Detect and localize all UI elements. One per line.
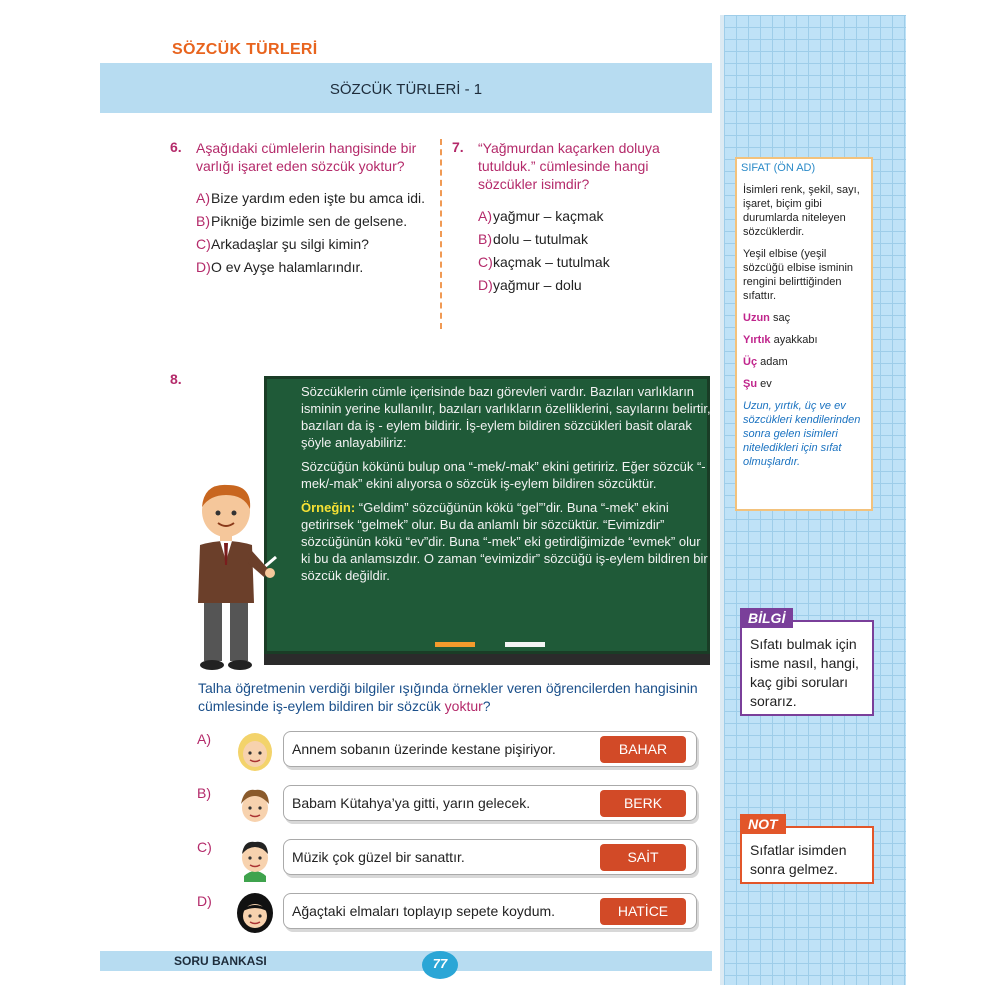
answer-sentence: Annem sobanın üzerinde kestane pişiriyor. — [292, 741, 556, 757]
girl-avatar-icon — [234, 889, 276, 935]
bilgi-label: BİLGİ — [740, 608, 793, 628]
option-letter: D) — [478, 277, 493, 293]
not-label: NOT — [740, 814, 786, 834]
title-banner — [100, 63, 712, 113]
question-8-stem-end: ? — [482, 698, 491, 714]
question-6-number: 6. — [170, 139, 182, 155]
chalk-icon — [505, 642, 545, 647]
example-noun: ayakkabı — [770, 334, 818, 346]
example-adjective: Yırtık — [743, 334, 771, 346]
answer-letter-a: A) — [197, 731, 211, 747]
question-7-options — [478, 207, 698, 294]
question-7 — [478, 139, 698, 299]
student-name-tag: HATİCE — [600, 898, 686, 925]
option-letter: A) — [478, 208, 492, 224]
not-text: Sıfatlar isimden sonra gelmez. — [750, 842, 847, 877]
sifat-example-item — [743, 311, 869, 325]
banner-title: SÖZCÜK TÜRLERİ - 1 — [329, 81, 483, 98]
option-text: yağmur – dolu — [493, 277, 582, 293]
question-8-number: 8. — [170, 371, 182, 387]
question-8-stem-main: Talha öğretmenin verdiği bilgiler ışığında örnekler veren öğrencilerden hangisinin cümlesinde iş-eylem bildiren bir sözcük — [198, 680, 698, 714]
question-6-option-a[interactable] — [196, 189, 428, 207]
not-box — [740, 816, 874, 884]
example-noun: saç — [769, 312, 791, 324]
question-6-option-b[interactable] — [196, 212, 428, 230]
example-adjective: Şu — [743, 378, 758, 390]
sifat-info-box — [735, 157, 873, 511]
option-text: Bize yardım eden işte bu amca idi. — [211, 190, 425, 206]
board-paragraph-1: Sözcüklerin cümle içerisinde bazı görevleri vardır. Bazıları varlıkların isminin yerine kullanılır, bazıları varlıkların özelliklerini, sayılarını belirtir, bazıları da iş - eylem bildirir. İş-eylem bildiren sözcükleri basit olarak şöyle anlayabiliriz: — [301, 384, 711, 450]
question-7-option-d[interactable] — [478, 276, 698, 294]
answer-option-c[interactable] — [283, 839, 697, 875]
chalk-icon — [435, 642, 475, 647]
question-7-option-a[interactable] — [478, 207, 698, 225]
option-letter: C) — [196, 236, 211, 252]
answer-sentence: Müzik çok güzel bir sanattır. — [292, 849, 465, 865]
example-text: “Geldim” sözcüğünün kökü “gel”’dir. Buna “-mek” ekini getirirsek “gelmek” olur. Bu da anlamlı bir sözcüktür. “Evimizdir” sözcüğünün kökü “ev”dir. Buna “-mek” eki getirdiğimizde “evmek” olur ki bu da anlamsızdır. O zaman “evimizdir” sözcüğü iş-eylem bildiren bir sözcük değildir. — [301, 500, 708, 583]
bilgi-text: Sıfatı bulmak için isme nasıl, hangi, kaç gibi soruları sorarız. — [750, 636, 859, 709]
example-noun: adam — [757, 356, 788, 368]
teacher-illustration-icon — [190, 481, 280, 671]
option-text: kaçmak – tutulmak — [493, 254, 610, 270]
answer-sentence: Ağaçtaki elmaları toplayıp sepete koydum. — [292, 903, 556, 919]
answer-option-a[interactable] — [283, 731, 697, 767]
sifat-example-item — [743, 333, 869, 347]
question-7-number: 7. — [452, 139, 464, 155]
option-text: dolu – tutulmak — [493, 231, 588, 247]
option-letter: B) — [478, 231, 492, 247]
question-7-stem: “Yağmurdan kaçarken doluya tutulduk.” cümlesinde hangi sözcükler isimdir? — [478, 140, 660, 192]
page-number: 77 — [422, 951, 458, 979]
chalkboard — [264, 376, 710, 654]
question-6-option-c[interactable] — [196, 235, 428, 253]
girl-avatar-icon — [234, 728, 276, 774]
question-8-stem-keyword: yoktur — [444, 698, 483, 714]
option-letter: C) — [478, 254, 493, 270]
option-text: O ev Ayşe halamlarındır. — [211, 259, 364, 275]
footer-bar — [100, 951, 712, 971]
sifat-note: Uzun, yırtık, üç ve ev sözcükleri kendilerinden sonra gelen isimleri niteledikleri için sıfat olmuşlardır. — [743, 400, 861, 468]
sifat-title: SIFAT (ÖN AD) — [741, 162, 816, 174]
option-letter: D) — [196, 259, 211, 275]
board-paragraph-3 — [301, 499, 711, 584]
bilgi-box — [740, 610, 874, 716]
example-label: Örneğin: — [301, 500, 356, 515]
answer-letter-c: C) — [197, 839, 212, 855]
boy-avatar-icon — [234, 782, 276, 828]
example-adjective: Üç — [743, 356, 758, 368]
student-name-tag: BAHAR — [600, 736, 686, 763]
question-7-option-b[interactable] — [478, 230, 698, 248]
question-6 — [196, 139, 428, 281]
student-name-tag: BERK — [600, 790, 686, 817]
answer-sentence: Babam Kütahya’ya gitti, yarın gelecek. — [292, 795, 531, 811]
worksheet-page — [100, 15, 720, 985]
sifat-definition: İsimleri renk, şekil, sayı, işaret, biçim gibi durumlarda niteleyen sözcüklerdir. — [743, 184, 860, 238]
question-6-options — [196, 189, 428, 276]
option-letter: A) — [196, 190, 210, 206]
option-text: yağmur – kaçmak — [493, 208, 604, 224]
sifat-example-item — [743, 355, 869, 369]
question-8-stem — [198, 679, 698, 715]
chalkboard-text — [301, 383, 711, 591]
example-adjective: Uzun — [743, 312, 770, 324]
option-text: Arkadaşlar şu silgi kimin? — [211, 236, 369, 252]
question-7-option-c[interactable] — [478, 253, 698, 271]
footer-label: SORU BANKASI — [174, 954, 267, 968]
question-6-option-d[interactable] — [196, 258, 428, 276]
answer-letter-b: B) — [197, 785, 211, 801]
answer-option-d[interactable] — [283, 893, 697, 929]
option-text: Pikniğe bizimle sen de gelsene. — [211, 213, 408, 229]
answer-letter-d: D) — [197, 893, 212, 909]
option-letter: B) — [196, 213, 210, 229]
boy-avatar-icon — [234, 836, 276, 882]
answer-option-b[interactable] — [283, 785, 697, 821]
chalkboard-ledge — [264, 654, 710, 665]
sifat-body — [743, 183, 869, 477]
question-6-stem: Aşağıdaki cümlelerin hangisinde bir varlığı işaret eden sözcük yoktur? — [196, 140, 417, 174]
column-divider — [440, 139, 442, 329]
sifat-example: Yeşil elbise (yeşil sözcüğü elbise isminin rengini belirttiğinden sıfattır. — [743, 248, 854, 302]
student-name-tag: SAİT — [600, 844, 686, 871]
board-paragraph-2: Sözcüğün kökünü bulup ona “-mek/-mak” ekini getiririz. Eğer sözcük “-mek/-mak” ekini alıyorsa o sözcük iş-eylem bildiren sözcüktür. — [301, 459, 706, 491]
section-title: SÖZCÜK TÜRLERİ — [172, 41, 318, 58]
sifat-example-item — [743, 377, 869, 391]
example-noun: ev — [757, 378, 772, 390]
